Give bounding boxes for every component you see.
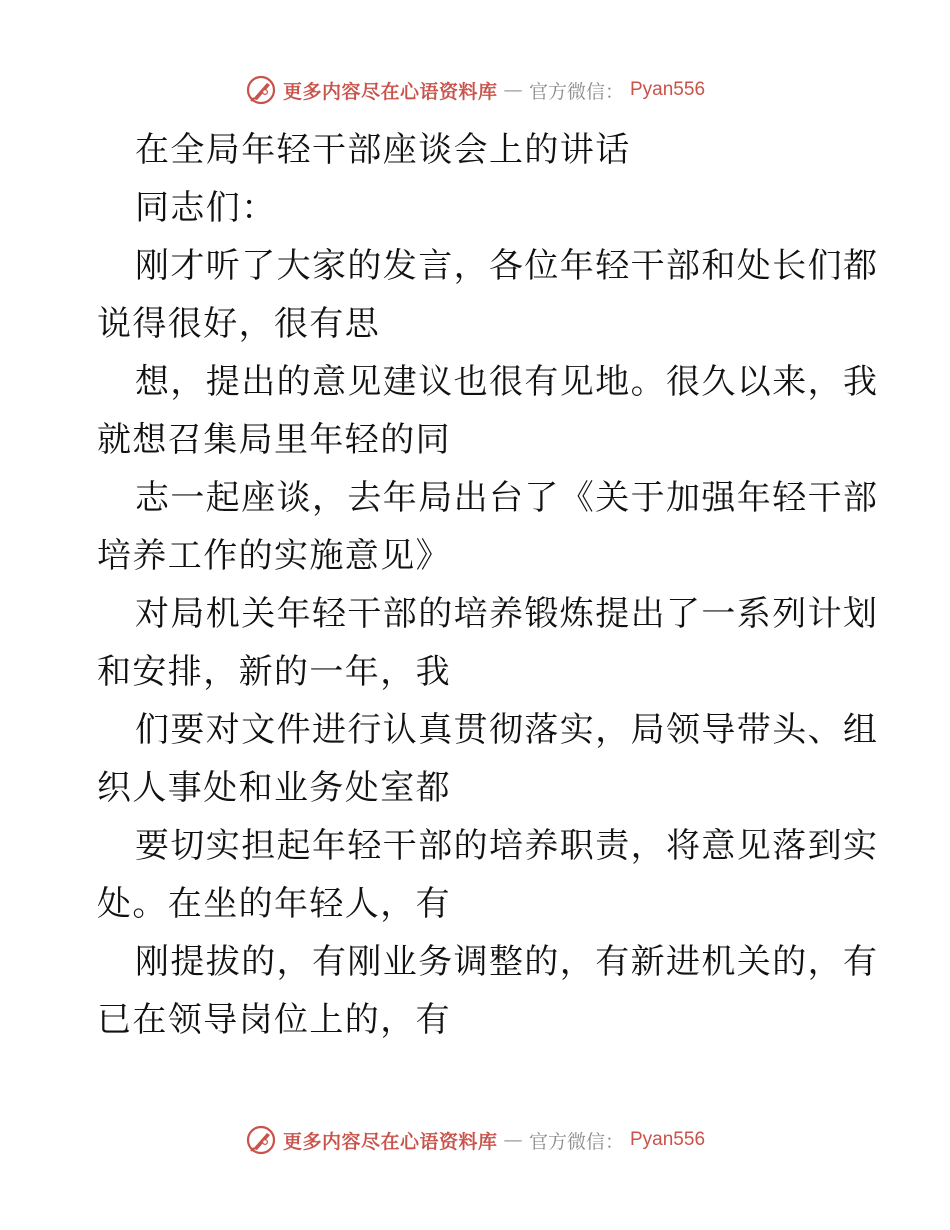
header-watermark <box>0 70 950 110</box>
paragraph-line: 和安排，新的一年，我 <box>97 652 451 692</box>
paragraph-line: 刚提拔的，有刚业务调整的，有新进机关的，有 <box>135 942 879 982</box>
watermark-label: 官方微信： <box>528 1130 624 1153</box>
paragraph-line: 们要对文件进行认真贯彻落实，局领导带头、组 <box>135 710 879 750</box>
paragraph-line: 培养工作的实施意见》 <box>97 536 451 576</box>
watermark-id: Pyan556 <box>630 1129 706 1150</box>
quill-pen-icon <box>245 1124 277 1156</box>
paragraph-line: 就想召集局里年轻的同 <box>97 420 451 460</box>
paragraph-line: 已在领导岗位上的，有 <box>97 1000 451 1040</box>
paragraph-line: 对局机关年轻干部的培养锻炼提出了一系列计划 <box>135 594 879 634</box>
watermark-label: 官方微信： <box>528 80 624 103</box>
watermark-site-text: 更多内容尽在心语资料库 <box>282 1130 498 1153</box>
paragraph-line: 刚才听了大家的发言，各位年轻干部和处长们都 <box>135 246 879 286</box>
paragraph-line: 处。在坐的年轻人，有 <box>97 884 451 924</box>
watermark-id: Pyan556 <box>630 79 706 100</box>
document-title: 在全局年轻干部座谈会上的讲话 <box>135 130 631 170</box>
paragraph-line: 想，提出的意见建议也很有见地。很久以来，我 <box>135 362 879 402</box>
paragraph-line: 要切实担起年轻干部的培养职责，将意见落到实 <box>135 826 879 866</box>
paragraph-line: 志一起座谈，去年局出台了《关于加强年轻干部 <box>135 478 879 518</box>
watermark-dash: — <box>503 79 523 101</box>
salutation: 同志们： <box>135 188 277 228</box>
footer-watermark <box>0 1120 950 1160</box>
paragraph-line: 织人事处和业务处室都 <box>97 768 451 808</box>
paragraph-line: 说得很好，很有思 <box>97 304 381 344</box>
document-body <box>97 121 879 1049</box>
quill-pen-icon <box>245 74 277 106</box>
watermark-site-text: 更多内容尽在心语资料库 <box>282 80 498 103</box>
watermark-dash: — <box>503 1129 523 1151</box>
